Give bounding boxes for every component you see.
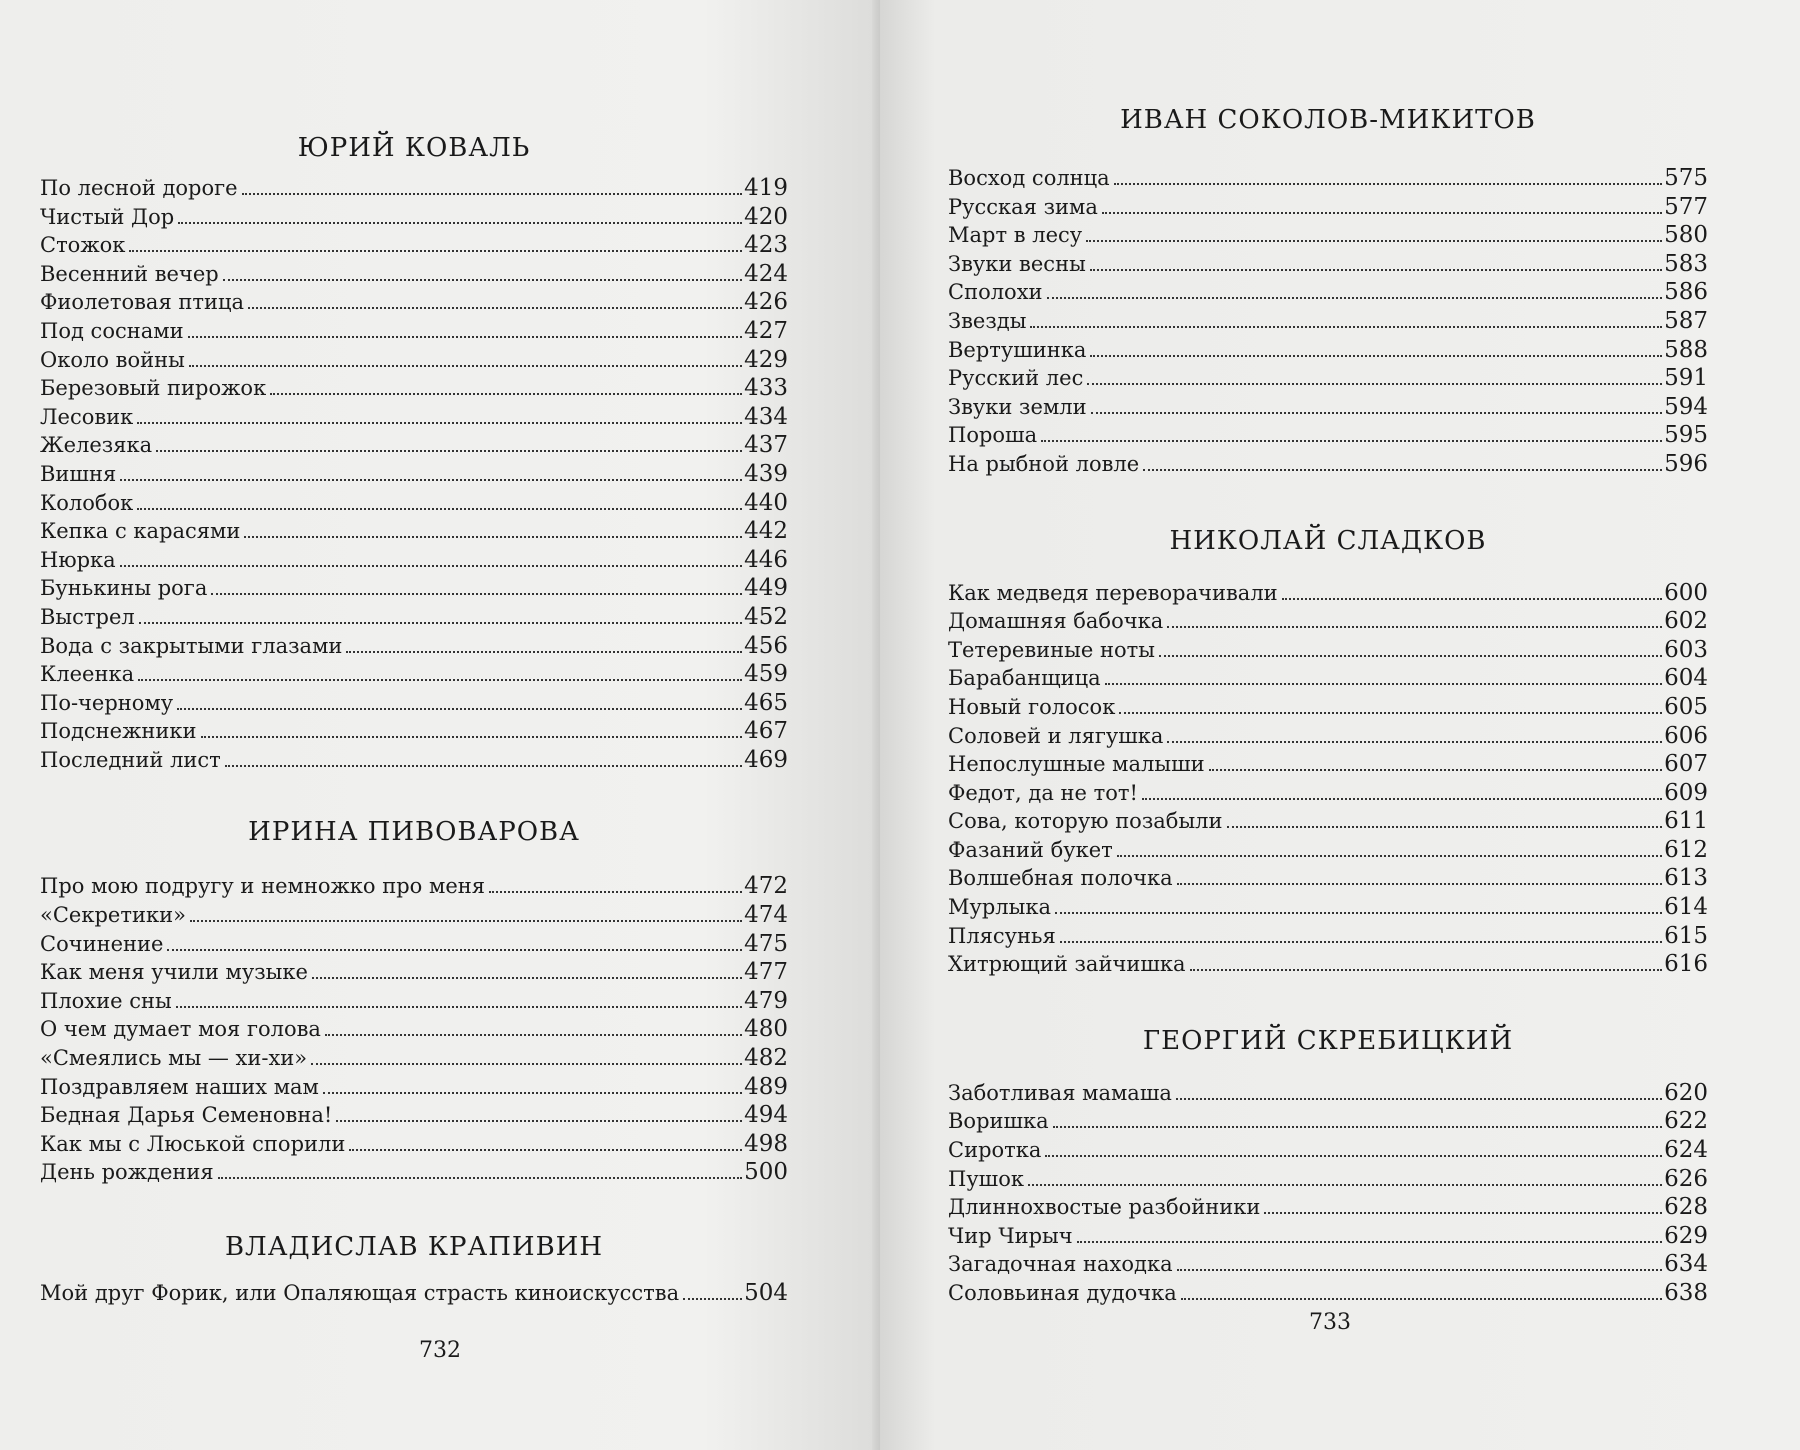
entry-page-number: 596 <box>1664 450 1708 477</box>
entry-title: Соловьиная дудочка <box>948 1281 1177 1305</box>
entry-page-number: 595 <box>1664 422 1708 449</box>
toc-entry <box>40 403 788 432</box>
dot-leader <box>129 250 742 252</box>
dot-leader <box>1143 469 1662 471</box>
entry-title: Бедная Дарья Семеновна! <box>40 1103 333 1128</box>
dot-leader <box>489 891 742 893</box>
toc-entry <box>948 1250 1708 1279</box>
dot-leader <box>336 1120 742 1122</box>
dot-leader <box>1114 183 1662 185</box>
toc-entry <box>40 1101 788 1130</box>
entry-title: Вишня <box>40 461 117 486</box>
dot-leader <box>156 450 742 452</box>
author-heading: ГЕОРГИЙ СКРЕБИЦКИЙ <box>1142 1025 1514 1056</box>
dot-leader <box>1060 941 1662 943</box>
entry-page-number: 575 <box>1664 165 1708 191</box>
toc-entry <box>40 603 788 632</box>
entry-page-number: 423 <box>744 232 788 259</box>
dot-leader <box>325 1034 742 1036</box>
toc-entry <box>40 489 788 518</box>
toc-entry <box>948 1136 1708 1165</box>
dot-leader <box>1176 1098 1662 1100</box>
dot-leader <box>201 736 743 738</box>
page-number: 733 <box>1309 1310 1351 1335</box>
entry-page-number: 498 <box>744 1130 788 1157</box>
toc-entry <box>948 364 1708 393</box>
dot-leader <box>137 508 742 510</box>
toc-list <box>40 872 788 1187</box>
entry-page-number: 606 <box>1664 722 1708 749</box>
dot-leader <box>1053 1126 1662 1128</box>
toc-entry <box>948 722 1708 751</box>
author-heading: ВЛАДИСЛАВ КРАПИВИН <box>224 1232 604 1262</box>
toc-entry <box>948 421 1708 450</box>
entry-page-number: 614 <box>1664 894 1708 921</box>
entry-title: Барабанщица <box>948 666 1101 691</box>
toc-entry <box>40 574 788 603</box>
dot-leader <box>1181 1298 1662 1300</box>
toc-entry <box>40 930 788 959</box>
entry-page-number: 587 <box>1664 307 1708 334</box>
toc-entry <box>948 779 1708 808</box>
dot-leader <box>346 651 742 653</box>
dot-leader <box>1102 212 1662 214</box>
entry-page-number: 480 <box>744 1016 788 1043</box>
toc-entry <box>948 193 1708 222</box>
toc-entry <box>948 250 1708 279</box>
dot-leader <box>270 393 742 395</box>
dot-leader <box>1105 683 1662 685</box>
entry-title: Мой друг Форик, или Опаляющая страсть киноискусства <box>40 1281 680 1305</box>
toc-entry <box>948 664 1708 693</box>
entry-title: Как меня учили музыке <box>40 960 308 985</box>
dot-leader <box>323 1092 742 1094</box>
dot-leader <box>137 422 742 424</box>
entry-page-number: 433 <box>744 375 788 402</box>
entry-page-number: 474 <box>744 902 788 929</box>
dot-leader <box>244 536 742 538</box>
toc-entry <box>948 1079 1708 1108</box>
toc-entry <box>948 1107 1708 1136</box>
entry-page-number: 467 <box>744 718 788 745</box>
entry-title: По лесной дороге <box>40 176 238 200</box>
toc-list <box>40 174 788 774</box>
dot-leader <box>1030 326 1662 328</box>
entry-title: Плохие сны <box>40 988 172 1013</box>
author-heading: ИВАН СОКОЛОВ-МИКИТОВ <box>1120 105 1536 135</box>
dot-leader <box>176 1006 742 1008</box>
dot-leader <box>1028 1184 1662 1186</box>
dot-leader <box>138 679 742 681</box>
entry-title: Плясунья <box>948 923 1056 948</box>
entry-page-number: 426 <box>744 289 788 316</box>
entry-title: Звуки земли <box>948 394 1087 419</box>
entry-title: Воришка <box>948 1109 1049 1134</box>
entry-page-number: 419 <box>744 175 788 201</box>
dot-leader <box>311 1063 742 1065</box>
entry-page-number: 437 <box>744 432 788 459</box>
dot-leader <box>683 1298 742 1300</box>
entry-page-number: 472 <box>744 873 788 900</box>
toc-entry <box>948 579 1708 608</box>
toc-entry <box>40 374 788 403</box>
toc-list <box>40 1279 788 1308</box>
dot-leader <box>1209 769 1662 771</box>
entry-title: Пороша <box>948 423 1038 448</box>
entry-title: Березовый пирожок <box>40 376 267 401</box>
entry-title: Русский лес <box>948 366 1084 391</box>
entry-page-number: 638 <box>1664 1280 1708 1306</box>
entry-title: Русская зима <box>948 194 1098 219</box>
toc-entry <box>40 1130 788 1159</box>
entry-page-number: 620 <box>1664 1079 1708 1106</box>
entry-title: Волшебная полочка <box>948 866 1173 891</box>
author-heading: ЮРИЙ КОВАЛЬ <box>297 133 531 163</box>
entry-title: Непослушные малыши <box>948 752 1205 777</box>
toc-entry <box>948 278 1708 307</box>
dot-leader <box>1119 712 1662 714</box>
entry-title: Март в лесу <box>948 223 1083 248</box>
dot-leader <box>1090 355 1662 357</box>
entry-title: Как мы с Люськой спорили <box>40 1131 346 1156</box>
dot-leader <box>1041 440 1662 442</box>
entry-title: Заботливая мамаша <box>948 1080 1172 1105</box>
dot-leader <box>349 1149 742 1151</box>
entry-title: Сова, которую позабыли <box>948 809 1223 834</box>
entry-page-number: 611 <box>1664 808 1708 835</box>
toc-entry <box>40 958 788 987</box>
entry-page-number: 615 <box>1664 922 1708 949</box>
entry-title: Пушок <box>948 1166 1024 1191</box>
entry-title: Восход солнца <box>948 166 1110 190</box>
toc-entry <box>948 636 1708 665</box>
dot-leader <box>139 622 742 624</box>
dot-leader <box>178 222 742 224</box>
dot-leader <box>242 193 743 195</box>
entry-page-number: 609 <box>1664 779 1708 806</box>
toc-entry <box>40 346 788 375</box>
dot-leader <box>1177 1269 1662 1271</box>
entry-title: Как медведя переворачивали <box>948 580 1278 605</box>
entry-title: День рождения <box>40 1160 214 1185</box>
toc-entry <box>948 307 1708 336</box>
toc-list <box>948 164 1708 479</box>
dot-leader <box>120 565 742 567</box>
entry-page-number: 439 <box>744 460 788 487</box>
toc-entry <box>40 746 788 775</box>
entry-page-number: 622 <box>1664 1108 1708 1135</box>
entry-title: Соловей и лягушка <box>948 723 1164 748</box>
toc-entry <box>40 203 788 232</box>
entry-page-number: 602 <box>1664 608 1708 635</box>
dot-leader <box>1045 1155 1662 1157</box>
toc-entry <box>948 1222 1708 1251</box>
toc-entry <box>948 693 1708 722</box>
entry-page-number: 424 <box>744 260 788 287</box>
entry-title: Звуки весны <box>948 251 1086 276</box>
entry-page-number: 427 <box>744 317 788 344</box>
entry-page-number: 489 <box>744 1073 788 1100</box>
toc-entry <box>40 517 788 546</box>
entry-page-number: 603 <box>1664 636 1708 663</box>
entry-page-number: 586 <box>1664 279 1708 306</box>
right-toc-column <box>948 100 1708 1308</box>
toc-entry <box>948 922 1708 951</box>
entry-page-number: 475 <box>744 930 788 957</box>
entry-page-number: 420 <box>744 203 788 230</box>
entry-title: Загадочная находка <box>948 1252 1173 1277</box>
toc-entry <box>40 689 788 718</box>
toc-entry <box>948 750 1708 779</box>
dot-leader <box>120 479 742 481</box>
dot-leader <box>1190 969 1663 971</box>
toc-entry <box>40 1015 788 1044</box>
toc-entry <box>948 836 1708 865</box>
entry-title: По-черному <box>40 690 174 715</box>
toc-entry <box>40 660 788 689</box>
toc-entry <box>948 893 1708 922</box>
toc-entry <box>948 807 1708 836</box>
entry-page-number: 583 <box>1664 250 1708 277</box>
left-toc-column <box>40 128 788 1308</box>
toc-entry <box>948 336 1708 365</box>
dot-leader <box>167 949 742 951</box>
dot-leader <box>218 1177 742 1179</box>
entry-title: О чем думает моя голова <box>40 1017 321 1042</box>
dot-leader <box>1142 798 1662 800</box>
entry-page-number: 580 <box>1664 222 1708 249</box>
entry-page-number: 504 <box>744 1280 788 1306</box>
entry-title: Бунькины рога <box>40 576 208 601</box>
entry-title: Новый голосок <box>948 694 1116 719</box>
toc-entry <box>40 872 788 901</box>
toc-entry <box>40 174 788 203</box>
dot-leader <box>1282 598 1662 600</box>
dot-leader <box>1055 912 1662 914</box>
entry-title: Хитрющий зайчишка <box>948 952 1186 977</box>
entry-page-number: 459 <box>744 661 788 688</box>
entry-title: На рыбной ловле <box>948 451 1140 476</box>
toc-entry <box>948 164 1708 193</box>
entry-title: Фазаний букет <box>948 837 1113 862</box>
toc-entry <box>40 717 788 746</box>
toc-entry <box>40 317 788 346</box>
entry-page-number: 591 <box>1664 365 1708 392</box>
entry-title: Около войны <box>40 347 185 372</box>
dot-leader <box>188 336 743 338</box>
entry-page-number: 626 <box>1664 1165 1708 1192</box>
entry-page-number: 624 <box>1664 1137 1708 1164</box>
entry-title: Вода с закрытыми глазами <box>40 633 343 658</box>
entry-page-number: 607 <box>1664 751 1708 778</box>
dot-leader <box>1077 1241 1662 1243</box>
entry-page-number: 588 <box>1664 336 1708 363</box>
entry-title: Железяка <box>40 433 153 458</box>
entry-title: Звезды <box>948 308 1027 333</box>
right-page <box>880 0 1800 1450</box>
entry-title: Мурлыка <box>948 895 1052 920</box>
dot-leader <box>190 920 742 922</box>
entry-page-number: 452 <box>744 603 788 630</box>
entry-title: «Смеялись мы — хи-хи» <box>40 1046 308 1071</box>
entry-title: Поздравляем наших мам <box>40 1074 319 1099</box>
entry-title: Выстрел <box>40 604 135 629</box>
toc-entry <box>948 393 1708 422</box>
entry-title: Лесовик <box>40 404 134 429</box>
dot-leader <box>1159 655 1662 657</box>
entry-page-number: 482 <box>744 1045 788 1072</box>
entry-title: Стожок <box>40 233 126 258</box>
toc-entry <box>948 864 1708 893</box>
entry-page-number: 577 <box>1664 193 1708 220</box>
entry-page-number: 613 <box>1664 865 1708 892</box>
dot-leader <box>248 307 742 309</box>
toc-entry <box>40 1158 788 1187</box>
entry-page-number: 429 <box>744 346 788 373</box>
toc-entry <box>948 1165 1708 1194</box>
left-page <box>0 0 880 1450</box>
dot-leader <box>1167 626 1662 628</box>
entry-page-number: 604 <box>1664 665 1708 692</box>
entry-page-number: 449 <box>744 575 788 602</box>
entry-title: «Секретики» <box>40 903 186 928</box>
page-number: 732 <box>419 1338 461 1363</box>
entry-title: Весенний вечер <box>40 261 219 286</box>
toc-entry <box>948 1193 1708 1222</box>
entry-page-number: 628 <box>1664 1194 1708 1221</box>
toc-list <box>948 1079 1708 1308</box>
toc-entry <box>40 231 788 260</box>
entry-title: Колобок <box>40 490 134 515</box>
toc-entry <box>40 632 788 661</box>
entry-title: Под соснами <box>40 318 184 343</box>
entry-page-number: 600 <box>1664 579 1708 606</box>
entry-title: Сиротка <box>948 1138 1042 1163</box>
entry-page-number: 446 <box>744 546 788 573</box>
toc-list <box>948 579 1708 979</box>
entry-page-number: 612 <box>1664 836 1708 863</box>
entry-title: Подснежники <box>40 719 197 744</box>
entry-title: Последний лист <box>40 747 221 772</box>
entry-title: Кепка с карасями <box>40 519 241 544</box>
dot-leader <box>1227 826 1663 828</box>
dot-leader <box>1047 297 1663 299</box>
entry-title: Чир Чирыч <box>948 1223 1073 1248</box>
entry-title: Федот, да не тот! <box>948 780 1138 805</box>
entry-title: Чистый Дор <box>40 204 175 229</box>
entry-title: Фиолетовая птица <box>40 290 245 315</box>
toc-entry <box>948 450 1708 479</box>
entry-page-number: 629 <box>1664 1222 1708 1249</box>
entry-page-number: 500 <box>744 1159 788 1186</box>
entry-title: Про мою подругу и немножко про меня <box>40 874 486 899</box>
author-heading: ИРИНА ПИВОВАРОВА <box>248 817 580 848</box>
dot-leader <box>1264 1212 1662 1214</box>
dot-leader <box>177 708 742 710</box>
entry-title: Сполохи <box>948 280 1043 305</box>
toc-entry <box>40 431 788 460</box>
entry-title: Тетеревиные ноты <box>948 637 1155 662</box>
entry-page-number: 616 <box>1664 951 1708 978</box>
dot-leader <box>312 977 742 979</box>
entry-page-number: 605 <box>1664 693 1708 720</box>
dot-leader <box>1087 383 1662 385</box>
entry-page-number: 469 <box>744 746 788 773</box>
dot-leader <box>1091 412 1662 414</box>
dot-leader <box>223 279 742 281</box>
dot-leader <box>225 765 742 767</box>
entry-page-number: 477 <box>744 959 788 986</box>
entry-page-number: 434 <box>744 403 788 430</box>
toc-entry <box>948 950 1708 979</box>
dot-leader <box>211 593 742 595</box>
toc-entry <box>40 987 788 1016</box>
toc-entry <box>40 260 788 289</box>
author-heading: НИКОЛАЙ СЛАДКОВ <box>1169 525 1487 556</box>
entry-page-number: 634 <box>1664 1251 1708 1278</box>
toc-entry <box>948 607 1708 636</box>
entry-title: Домашняя бабочка <box>948 609 1164 634</box>
entry-title: Длиннохвостые разбойники <box>948 1195 1261 1220</box>
dot-leader <box>1086 240 1662 242</box>
toc-entry <box>40 546 788 575</box>
entry-title: Вертушинка <box>948 337 1087 362</box>
toc-entry <box>948 1279 1708 1308</box>
toc-entry <box>40 1279 788 1308</box>
dot-leader <box>189 365 742 367</box>
dot-leader <box>1167 741 1662 743</box>
entry-title: Сочинение <box>40 931 164 956</box>
toc-entry <box>40 901 788 930</box>
dot-leader <box>1117 855 1662 857</box>
entry-page-number: 442 <box>744 518 788 545</box>
entry-page-number: 479 <box>744 987 788 1014</box>
entry-page-number: 465 <box>744 689 788 716</box>
toc-entry <box>40 1044 788 1073</box>
dot-leader <box>1177 883 1662 885</box>
toc-entry <box>40 460 788 489</box>
toc-entry <box>40 288 788 317</box>
dot-leader <box>1090 269 1662 271</box>
entry-page-number: 440 <box>744 489 788 516</box>
entry-title: Клеенка <box>40 662 135 687</box>
toc-entry <box>40 1073 788 1102</box>
entry-title: Нюрка <box>40 547 116 572</box>
entry-page-number: 594 <box>1664 393 1708 420</box>
toc-entry <box>948 221 1708 250</box>
entry-page-number: 456 <box>744 632 788 659</box>
entry-page-number: 494 <box>744 1102 788 1129</box>
